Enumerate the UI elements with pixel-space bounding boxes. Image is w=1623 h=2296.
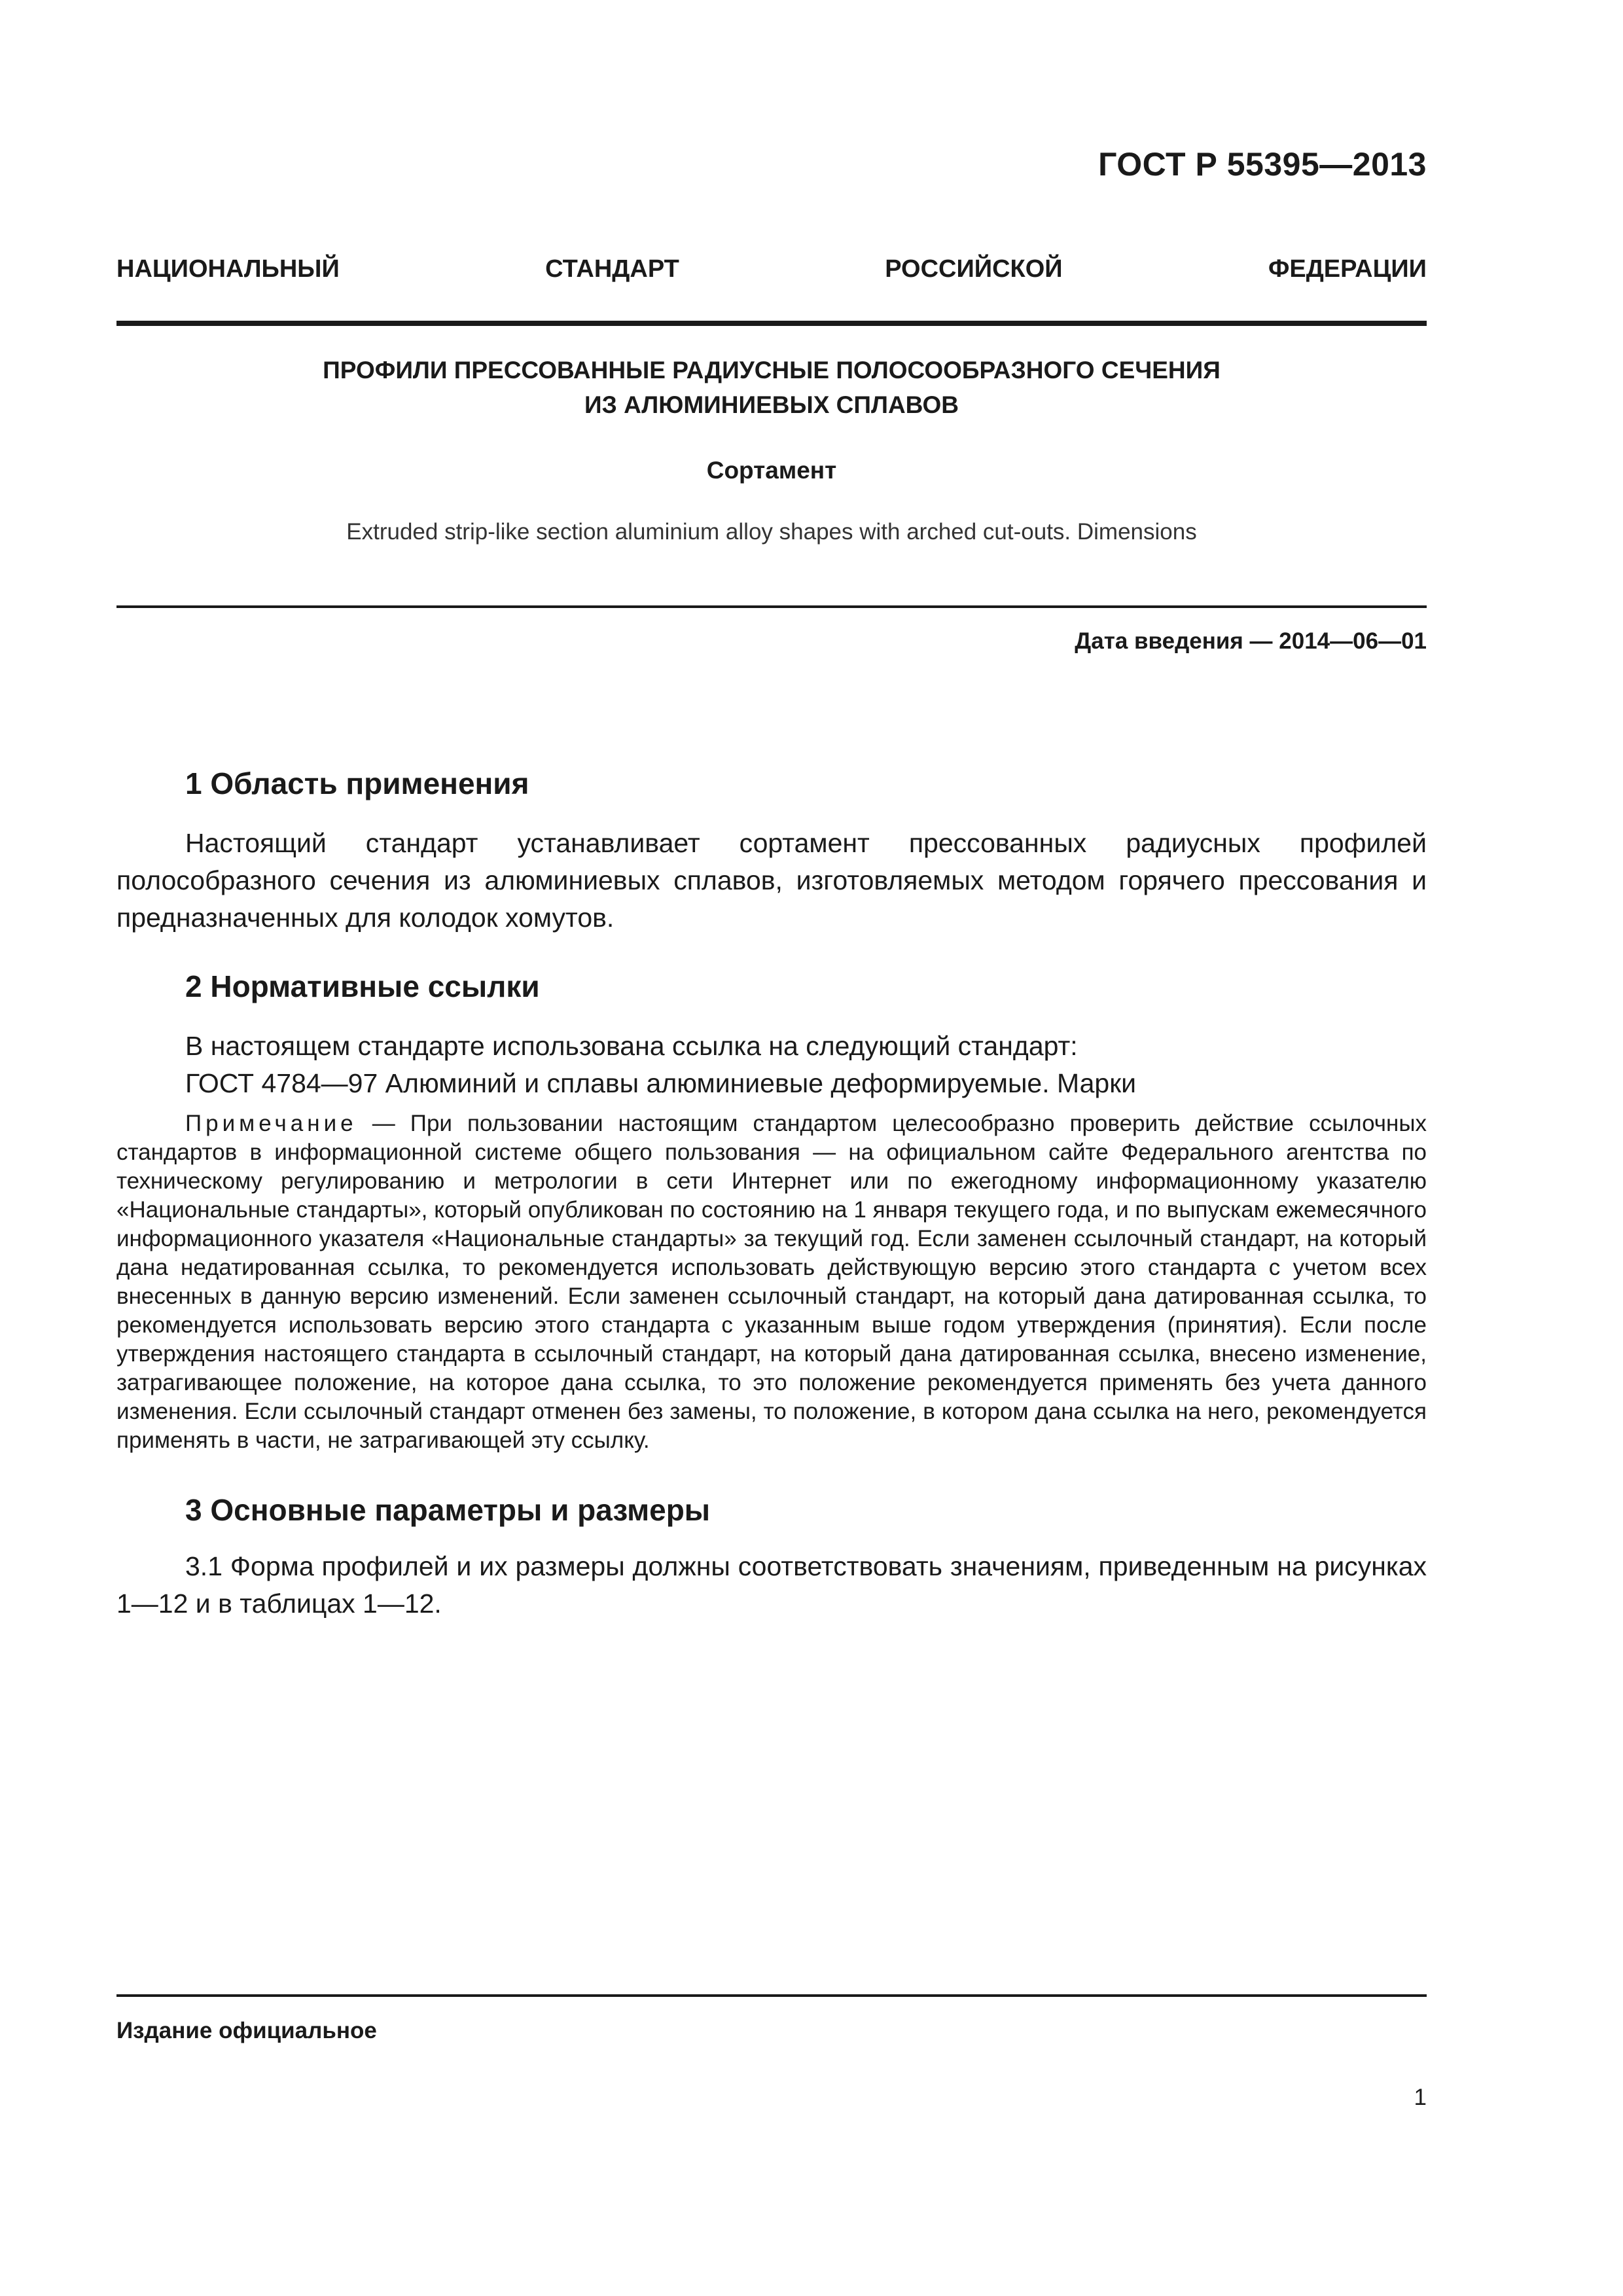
section-3-heading: 3 Основные параметры и размеры xyxy=(185,1493,711,1527)
title-line-2: ИЗ АЛЮМИНИЕВЫХ СПЛАВОВ xyxy=(584,391,959,418)
reference-gost-4784: ГОСТ 4784—97 Алюминий и сплавы алюминиевые деформируемые. Марки xyxy=(185,1068,1137,1098)
header-divider xyxy=(116,321,1427,326)
english-title: Extruded strip-like section aluminium alloy shapes with arched cut-outs. Dimensions xyxy=(346,519,1197,545)
section-2-text xyxy=(116,1028,1427,1102)
banner-word: СТАНДАРТ xyxy=(545,255,679,283)
footer-divider xyxy=(116,1994,1427,1997)
document-number: ГОСТ Р 55395—2013 xyxy=(1098,146,1427,183)
edition-label: Издание официальное xyxy=(116,2018,377,2043)
banner-word: ФЕДЕРАЦИИ xyxy=(1268,255,1427,283)
introduction-date: Дата введения — 2014—06—01 xyxy=(1075,628,1427,654)
banner-word: РОССИЙСКОЙ xyxy=(885,255,1063,283)
page-number: 1 xyxy=(1414,2085,1427,2110)
note-label: Примечание xyxy=(185,1111,357,1136)
banner-word: НАЦИОНАЛЬНЫЙ xyxy=(116,255,340,283)
national-standard-banner xyxy=(116,255,1427,283)
section-3-text: 3.1 Форма профилей и их размеры должны соответствовать значениям, приведенным на рисунках 1—12 и в таблицах 1—12. xyxy=(116,1551,1427,1619)
title-line-1: ПРОФИЛИ ПРЕССОВАННЫЕ РАДИУСНЫЕ ПОЛОСООБРАЗНОГО СЕЧЕНИЯ xyxy=(323,357,1221,384)
section-1-text: Настоящий стандарт устанавливает сортамент прессованных радиусных профилей полособразного сечения из алюминиевых сплавов, изготовляемых методом горячего прессования и предназначенных для колодок хомутов. xyxy=(116,828,1427,933)
reference-intro: В настоящем стандарте использована ссылка на следующий стандарт: xyxy=(185,1031,1078,1061)
title-divider xyxy=(116,605,1427,608)
section-1-heading: 1 Область применения xyxy=(185,766,529,800)
section-2-heading: 2 Нормативные ссылки xyxy=(185,969,540,1003)
subtitle: Сортамент xyxy=(706,457,837,484)
note xyxy=(116,1109,1427,1455)
note-text: — При пользовании настоящим стандартом целесообразно проверить действие ссылочных стандартов в информационной системе общего пользования — на официальном сайте Федерального агентства по техническому регулированию и метрологии в сети Интернет или по ежегодному информационному указателю «Национальные стандарты», который опубликован по состоянию на 1 января текущего года, и по выпускам ежемесячного информационного указателя «Национальные стандарты» за текущий год. Если заменен ссылочный стандарт, на который дана недатированная ссылка, то рекомендуется использовать действующую версию этого стандарта с учетом всех внесенных в данную версию изменений. Если заменен ссылочный стандарт, на который дана датированная ссылка, то рекомендуется использовать версию этого стандарта с указанным выше годом утверждения (принятия). Если после утверждения настоящего стандарта в ссылочный стандарт, на который дана датированная ссылка, внесено изменение, затрагивающее положение, на которое дана ссылка, то это положение рекомендуется применять без учета данного изменения. Если ссылочный стандарт отменен без замены, то положение, в котором дана ссылка на него, рекомендуется применять в части, не затрагивающей эту ссылку. xyxy=(116,1111,1427,1453)
